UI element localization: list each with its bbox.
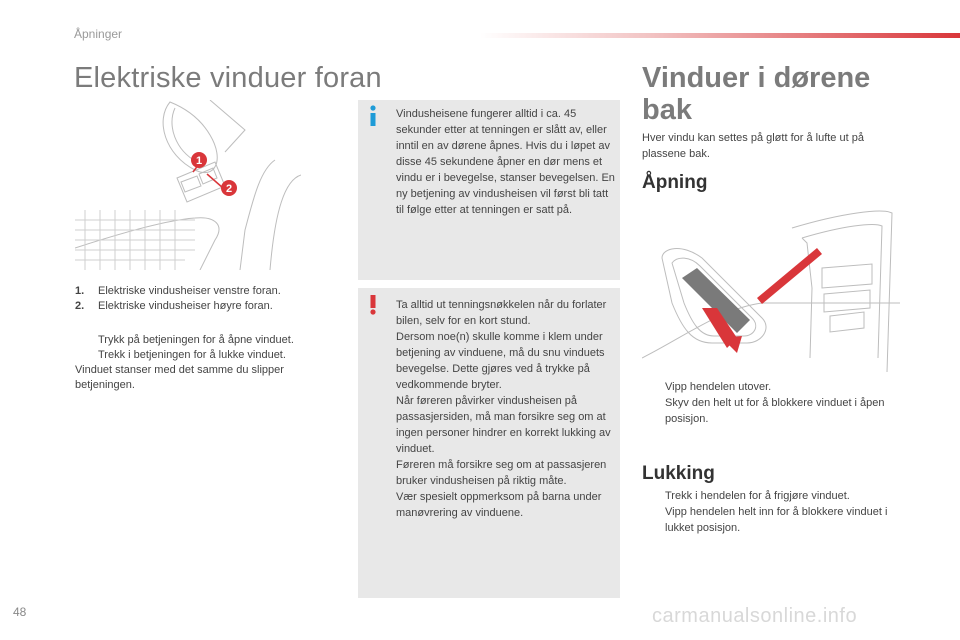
- list-item: Vipp hendelen helt inn for å blokkere vinduet i lukket posisjon.: [642, 504, 902, 536]
- svg-text:1: 1: [195, 155, 203, 167]
- callout-1: [191, 152, 207, 168]
- opening-instructions: [642, 379, 902, 427]
- bullet-icon: [642, 395, 665, 427]
- header-accent-bar: [480, 33, 960, 38]
- list-item: Trekk i hendelen for å frigjøre vinduet.: [642, 488, 902, 504]
- warning-box: [358, 288, 620, 598]
- legend-item: 1. Elektriske vindusheiser venstre foran.: [75, 285, 281, 297]
- warning-icon: [366, 292, 380, 316]
- intro-text: Hver vindu kan settes på gløtt for å lufte ut på plassene bak.: [642, 132, 864, 160]
- warning-text: Ta alltid ut tenningsnøkkelen når du forlater bilen, selv for en kort stund. Dersom noe(n) skulle komme i klem under betjening av vinduene, må du snu vinduets bevegelse. Dette gjøres ved å trykke på vedkommende bryter. Når føreren påvirker vindusheisen på passasjersiden, må man forsikre seg om at ingen personer hindrer en korrekt lukking av vinduet. Føreren må forsikre seg om at passasjeren bruker vindusheisen på riktig måte. Vær spesielt oppmerksom på barna under manøvrering av vinduene.: [396, 299, 611, 519]
- front-window-switch-illustration: [75, 100, 301, 270]
- info-text: Vindusheisene fungerer alltid i ca. 45 sekunder etter at tenningen er slått av, eller inntil en av dørene åpnes. Hvis du i løpet av disse 45 sekundene åpner en dør mens et vindu er i bevegelse, stanser bevegelsen. En ny betjening av vindusheisen vil først bli tatt til følge etter at tenningen er satt på.: [396, 108, 615, 216]
- legend: [75, 284, 281, 314]
- info-icon: [366, 104, 380, 128]
- list-item: Vipp hendelen utover.: [642, 379, 902, 395]
- bullet-icon: [642, 488, 665, 504]
- svg-text:2: 2: [225, 183, 233, 195]
- bullet-icon: [642, 504, 665, 536]
- watermark: carmanualsonline.info: [652, 605, 858, 627]
- note-text: Vinduet stanser med det samme du slipper betjeningen.: [75, 364, 284, 391]
- section-label: Åpninger: [74, 27, 123, 41]
- bullet-icon: [75, 333, 98, 348]
- heading-closing: Lukking: [642, 463, 715, 484]
- bullet-icon: [642, 379, 665, 395]
- heading-opening: Åpning: [642, 172, 708, 193]
- callout-2: [221, 180, 237, 196]
- list-item: Trekk i betjeningen for å lukke vinduet.: [75, 348, 335, 363]
- legend-item: 2. Elektriske vindusheiser høyre foran.: [75, 300, 273, 312]
- closing-instructions: [642, 488, 902, 536]
- operation-instructions: [75, 333, 335, 393]
- bullet-icon: [75, 348, 98, 363]
- page-title-right: Vinduer i dørene bak: [642, 62, 871, 126]
- list-item: Skyv den helt ut for å blokkere vinduet i åpen posisjon.: [642, 395, 902, 427]
- rear-window-lever-illustration: [642, 208, 900, 372]
- info-box: [358, 100, 620, 280]
- page-number: 48: [13, 605, 27, 619]
- page-title-left: Elektriske vinduer foran: [74, 62, 382, 94]
- list-item: Trykk på betjeningen for å åpne vinduet.: [75, 333, 335, 348]
